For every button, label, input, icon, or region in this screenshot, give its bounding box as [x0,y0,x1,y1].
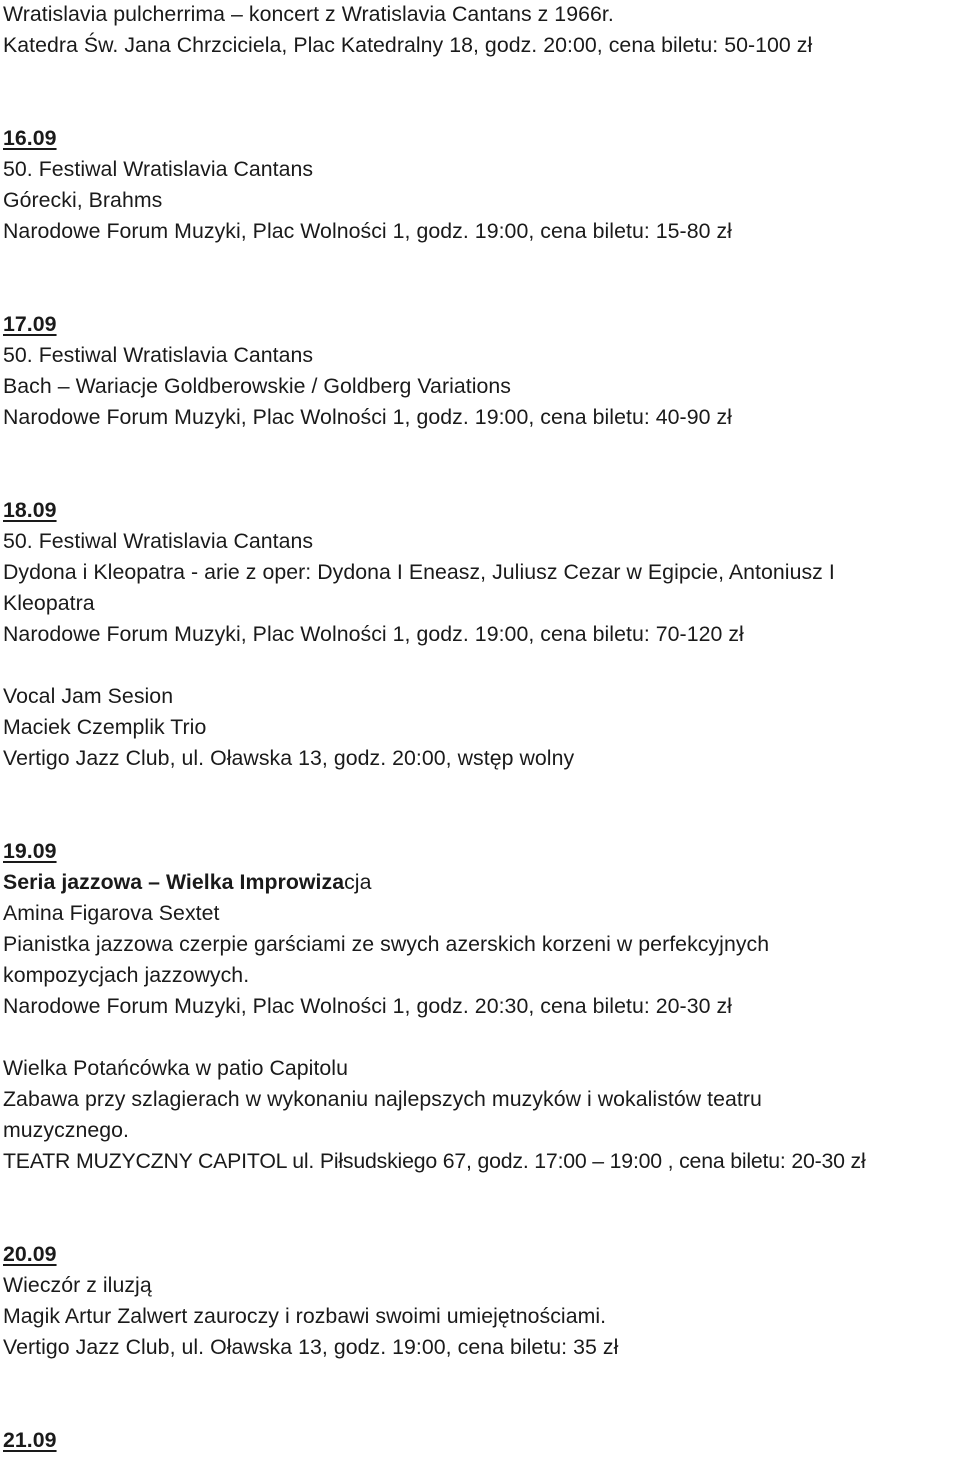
event-description-line-2: muzycznego. [3,1118,130,1142]
series-title-rest: cja [344,870,372,894]
event-details: Narodowe Forum Muzyki, Plac Wolności 1, godz. 19:00, cena biletu: 15-80 zł [3,219,732,243]
date-heading-18-09: 18.09 [3,498,57,522]
date-heading-20-09: 20.09 [3,1242,57,1266]
series-title-bold: Seria jazzowa – Wielka Improwiza [3,870,345,894]
event-title: 50. Festiwal Wratislavia Cantans [3,529,314,553]
event-series-title [3,867,371,898]
event-title: 50. Festiwal Wratislavia Cantans [3,157,314,181]
event-details: Narodowe Forum Muzyki, Plac Wolności 1, godz. 19:00, cena biletu: 70-120 zł [3,622,744,646]
event-program-line-2: Kleopatra [3,591,95,615]
event-details: Vertigo Jazz Club, ul. Oławska 13, godz. 20:00, wstęp wolny [3,746,575,770]
event-title: Wieczór z iluzją [3,1273,152,1297]
event-description-line-1: Zabawa przy szlagierach w wykonaniu najlepszych muzyków i wokalistów teatru [3,1087,762,1111]
date-heading-19-09: 19.09 [3,839,57,863]
event-title: 50. Festiwal Wratislavia Cantans [3,343,314,367]
event-description: Magik Artur Zalwert zauroczy i rozbawi swoimi umiejętnościami. [3,1304,607,1328]
event-program-line-1: Dydona i Kleopatra - arie z oper: Dydona I Eneasz, Juliusz Cezar w Egipcie, Antoniusz I [3,560,835,584]
event-artist: Amina Figarova Sextet [3,901,220,925]
event-program: Bach – Wariacje Goldberowskie / Goldberg Variations [3,374,511,398]
intro-line-1: Wratislavia pulcherrima – koncert z Wratislavia Cantans z 1966r. [3,2,614,26]
event-program: Górecki, Brahms [3,188,163,212]
event-title: Vocal Jam Sesion [3,684,174,708]
event-details: TEATR MUZYCZNY CAPITOL ul. Piłsudskiego 67, godz. 17:00 – 19:00 , cena biletu: 20-30 zł [3,1149,866,1173]
event-details: Narodowe Forum Muzyki, Plac Wolności 1, godz. 20:30, cena biletu: 20-30 zł [3,994,732,1018]
event-details: Vertigo Jazz Club, ul. Oławska 13, godz. 19:00, cena biletu: 35 zł [3,1335,619,1359]
intro-line-2: Katedra Św. Jana Chrzciciela, Plac Katedralny 18, godz. 20:00, cena biletu: 50-100 zł [3,33,813,57]
event-description-line-2: kompozycjach jazzowych. [3,963,250,987]
date-heading-16-09: 16.09 [3,126,57,150]
event-description-line-1: Pianistka jazzowa czerpie garściami ze swych azerskich korzeni w perfekcyjnych [3,932,770,956]
event-title: Wielka Potańcówka w patio Capitolu [3,1056,348,1080]
event-artist: Maciek Czemplik Trio [3,715,207,739]
date-heading-17-09: 17.09 [3,312,57,336]
event-details: Narodowe Forum Muzyki, Plac Wolności 1, godz. 19:00, cena biletu: 40-90 zł [3,405,732,429]
date-heading-21-09: 21.09 [3,1428,57,1452]
